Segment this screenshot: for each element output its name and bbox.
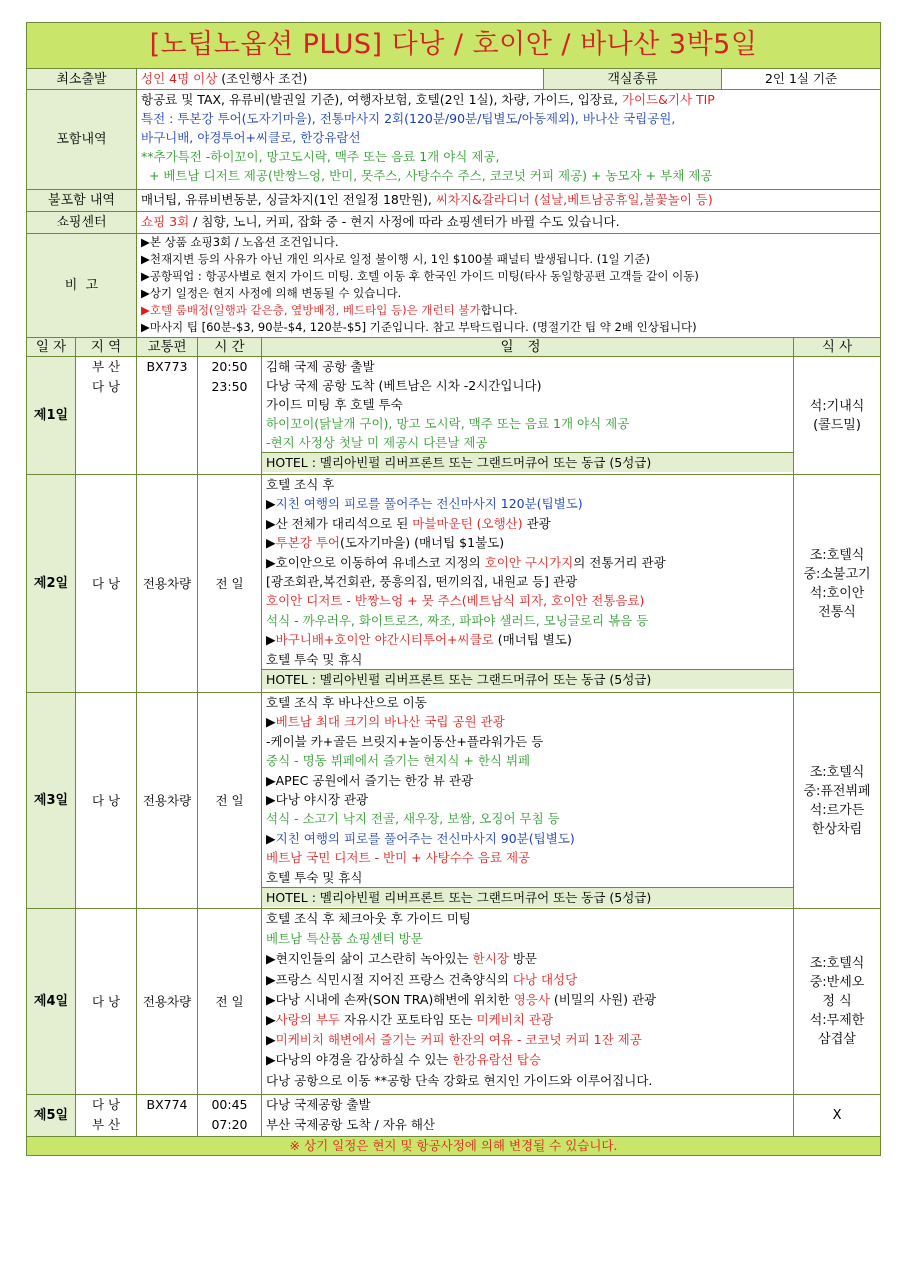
schedule-line: ▶호이안으로 이동하여 유네스코 지정의 호이안 구시가지의 전통거리 관광 xyxy=(266,554,666,570)
time-cell xyxy=(198,357,262,475)
remark-4: ▶상기 일정은 현지 사정에 의해 변동될 수 있습니다. xyxy=(141,286,402,300)
schedule-line: 호텔 조식 후 체크아웃 후 가이드 미팅 xyxy=(266,911,471,926)
time-cell: 전 일 xyxy=(198,909,262,1095)
schedule-cell xyxy=(262,1095,794,1137)
schedule-line: 베트남 국민 디저트 - 반미 + 사탕수수 음료 제공 xyxy=(266,850,531,866)
schedule-line: 베트남 특산품 쇼핑센터 방문 xyxy=(266,931,423,947)
hotel-line: HOTEL : 멜리아빈펄 리버프론트 또는 그랜드머큐어 또는 동급 (5성급) xyxy=(262,452,793,472)
schedule-line: 부산 국제공항 도착 / 자유 해산 xyxy=(266,1117,435,1132)
region-cell: 다 낭 부 산 xyxy=(76,1095,137,1137)
time-arrive: 23:50 xyxy=(211,379,248,394)
day-row xyxy=(27,693,881,909)
schedule-line: ▶현지인들의 삶이 고스란히 녹아있는 한시장 방문 xyxy=(266,951,537,967)
included-benefits: 특전 : 투본강 투어(도자기마을), 전통마사지 2회(120분/90분/팁별도/아동제외), 바나산 국립공원, xyxy=(141,111,676,126)
region-cell: 다 낭 xyxy=(76,693,137,909)
time-cell: 전 일 xyxy=(198,693,262,909)
schedule-line: ▶프랑스 식민시절 지어진 프랑스 건축양식의 다낭 대성당 xyxy=(266,971,578,987)
transport-cell: 전용차량 xyxy=(137,693,198,909)
remarks-label: 비 고 xyxy=(27,234,137,338)
schedule-line: 김해 국제 공항 출발 xyxy=(266,359,375,374)
day-label: 제4일 xyxy=(27,909,76,1095)
schedule-line: ▶베트남 최대 크기의 바나산 국립 공원 관광 xyxy=(266,714,505,730)
col-header-schedule: 일정 xyxy=(262,338,794,357)
schedule-line: 다낭 국제공항 출발 xyxy=(266,1097,371,1112)
region-cell: 다 낭 xyxy=(76,475,137,693)
schedule-line: 다낭 공항으로 이동 **공항 단속 강화로 현지인 가이드와 이루어집니다. xyxy=(266,1072,653,1088)
flight-cell: BX774 xyxy=(137,1095,198,1137)
schedule-line: 중식 - 명동 뷔페에서 즐기는 현지식 + 한식 뷔페 xyxy=(266,753,531,769)
min-departure-highlight: 성인 4명 이상 xyxy=(141,71,218,86)
meal-line: 석:기내식 xyxy=(809,398,865,414)
schedule-line: ▶사랑의 부두 자유시간 포토타임 또는 미케비치 관광 xyxy=(266,1012,554,1028)
col-header-transport: 교통편 xyxy=(137,338,198,357)
schedule-line: ▶지친 여행의 피로를 풀어주는 전신마사지 90분(팁별도) xyxy=(266,830,575,846)
schedule-line: 석식 - 소고기 낙지 전골, 새우장, 보쌈, 오징어 무침 등 xyxy=(266,811,560,827)
shopping-content xyxy=(137,212,881,234)
schedule-line: 석식 - 까우러우, 화이트로즈, 짜조, 파파야 샐러드, 모닝글로리 볶음 등 xyxy=(266,612,649,628)
included-content xyxy=(137,90,881,190)
schedule-line: ▶미케비치 해변에서 즐기는 커피 한잔의 여유 - 코코넛 커피 1잔 제공 xyxy=(266,1032,642,1048)
meal-line: (콜드밀) xyxy=(813,417,861,433)
day-row xyxy=(27,909,881,1095)
time-depart: 20:50 xyxy=(211,359,248,374)
footer-note: ※ 상기 일정은 현지 및 항공사정에 의해 변경될 수 있습니다. xyxy=(27,1137,881,1156)
hotel-line: HOTEL : 멜리아빈펄 리버프론트 또는 그랜드머큐어 또는 동급 (5성급) xyxy=(262,669,793,689)
meal-cell: 조:호텔식 중:퓨전뷔페 석:르가든 한상차림 xyxy=(794,693,881,909)
itinerary-sheet xyxy=(26,22,880,1156)
remark-5-highlight: 개런티 불가 xyxy=(421,303,481,317)
remark-5-end: 합니다. xyxy=(480,303,518,317)
schedule-cell xyxy=(262,357,794,475)
day-label: 제2일 xyxy=(27,475,76,693)
meal-cell xyxy=(794,357,881,475)
remark-5 xyxy=(141,302,876,319)
col-header-region: 지 역 xyxy=(76,338,137,357)
excluded-label: 불포함 내역 xyxy=(27,190,137,212)
schedule-line: ▶투본강 투어(도자기마을) (매너팁 $1불도) xyxy=(266,535,505,551)
included-label: 포함내역 xyxy=(27,90,137,190)
min-departure-value xyxy=(137,69,544,90)
remark-1: ▶본 상품 쇼핑3회 / 노옵션 조건입니다. xyxy=(141,235,339,249)
hotel-line: HOTEL : 멜리아빈펄 리버프론트 또는 그랜드머큐어 또는 동급 (5성급) xyxy=(262,887,793,907)
excluded-text: 매너팁, 유류비변동분, 싱글차지(1인 전일정 18만원), xyxy=(141,192,436,207)
transport-cell: 전용차량 xyxy=(137,909,198,1095)
col-header-day: 일 자 xyxy=(27,338,76,357)
time-cell: 전 일 xyxy=(198,475,262,693)
schedule-line: -현지 사정상 첫날 미 제공시 다른날 제공 xyxy=(266,435,488,450)
meal-cell: 조:호텔식 중:소불고기 석:호이안 전통식 xyxy=(794,475,881,693)
col-header-meal: 식 사 xyxy=(794,338,881,357)
page-title: [노팁노옵션 PLUS] 다낭 / 호이안 / 바나산 3박5일 xyxy=(27,23,881,69)
col-header-time: 시 간 xyxy=(198,338,262,357)
meal-cell: X xyxy=(794,1095,881,1137)
region-from: 부 산 xyxy=(91,359,121,374)
shopping-count: 쇼핑 3회 xyxy=(141,214,190,229)
day-label: 제1일 xyxy=(27,357,76,475)
remark-2: ▶천재지변 등의 사유가 아닌 개인 의사로 일정 불이행 시, 1인 $100불 패널티 발생됩니다. (1일 기준) xyxy=(141,252,651,266)
region-cell xyxy=(76,357,137,475)
excluded-content xyxy=(137,190,881,212)
schedule-line: 호텔 투숙 및 휴식 xyxy=(266,651,363,667)
flight-cell: BX773 xyxy=(137,357,198,475)
remark-3: ▶공항픽업 : 항공사별로 현지 가이드 미팅. 호텔 이동 후 한국인 가이드 미팅(타사 동일항공편 고객들 같이 이동) xyxy=(141,269,699,283)
excluded-surcharge: 씨차지&갈라디너 (설날,베트남공휴일,불꽃놀이 등) xyxy=(435,192,713,207)
schedule-line: 호텔 조식 후 xyxy=(266,477,335,492)
schedule-line: 호텔 투숙 및 휴식 xyxy=(266,869,363,885)
schedule-line: ▶다낭 시내에 손짜(SON TRA)해변에 위치한 영응사 (비밀의 사원) 관광 xyxy=(266,991,657,1007)
remark-6: ▶마사지 팁 [60분-$3, 90분-$4, 120분-$5] 기준입니다. 참고 부탁드립니다. (명절기간 팁 약 2배 인상됩니다) xyxy=(141,320,697,334)
included-extra-2: + 베트남 디저트 제공(반짱느엉, 반미, 못주스, 사탕수수 주스, 코코넛 커피 제공) + 농모자 + 부채 제공 xyxy=(141,168,713,183)
day-row xyxy=(27,357,881,475)
schedule-line: ▶다낭 야시장 관광 xyxy=(266,792,369,808)
schedule-line: ▶지친 여행의 피로를 풀어주는 전신마사지 120분(팁별도) xyxy=(266,496,583,512)
schedule-line: 가이드 미팅 후 호텔 투숙 xyxy=(266,397,403,412)
time-cell: 00:45 07:20 xyxy=(198,1095,262,1137)
day-label: 제5일 xyxy=(27,1095,76,1137)
schedule-cell xyxy=(262,693,794,909)
transport-cell: 전용차량 xyxy=(137,475,198,693)
included-extra-1: **추가특전 -하이꼬이, 망고도시락, 맥주 또는 음료 1개 야식 제공, xyxy=(141,149,500,164)
schedule-line: ▶산 전체가 대리석으로 된 마블마운틴 (오행산) 관광 xyxy=(266,515,551,531)
room-type-value: 2인 1실 기준 xyxy=(722,69,881,90)
day-row xyxy=(27,1095,881,1137)
schedule-line: 다낭 국제 공항 도착 (베트남은 시차 -2시간입니다) xyxy=(266,378,542,393)
region-to: 다 낭 xyxy=(91,379,121,394)
schedule-line: ▶다낭의 야경을 감상하실 수 있는 한강유람선 탑승 xyxy=(266,1052,541,1068)
included-tip-highlight: 가이드&기사 TIP xyxy=(621,92,715,107)
remark-5-text: ▶호텔 룸배정(일행과 같은층, 옆방배정, 베드타입 등)은 xyxy=(141,303,422,317)
schedule-cell xyxy=(262,909,794,1095)
included-benefits-2: 바구니배, 야경투어+씨클로, 한강유람선 xyxy=(141,130,361,145)
day-row xyxy=(27,475,881,693)
schedule-line: ▶바구니배+호이안 야간시티투어+씨클로 (매너팁 별도) xyxy=(266,632,572,648)
day-label: 제3일 xyxy=(27,693,76,909)
schedule-line: 호텔 조식 후 바나산으로 이동 xyxy=(266,695,427,710)
schedule-line: -케이블 카+골든 브릿지+놀이동산+플라워가든 등 xyxy=(266,733,544,749)
itinerary-table xyxy=(26,22,881,1156)
schedule-line: 하이꼬이(닭날개 구이), 망고 도시락, 맥주 또는 음료 1개 야식 제공 xyxy=(266,416,630,431)
included-line-1: 항공료 및 TAX, 유류비(발권일 기준), 여행자보험, 호텔(2인 1실), 차량, 가이드, 입장료, xyxy=(141,92,622,107)
schedule-line: ▶APEC 공원에서 즐기는 한강 뷰 관광 xyxy=(266,772,474,788)
shopping-text: / 침향, 노니, 커피, 잡화 중 - 현지 사정에 따라 쇼핑센터가 바뀔 수도 있습니다. xyxy=(189,214,620,229)
schedule-line: [광조회관,복건회관, 풍흥의집, 떤끼의집, 내원교 등] 관광 xyxy=(266,574,578,590)
min-departure-label: 최소출발 xyxy=(27,69,137,90)
shopping-label: 쇼핑센터 xyxy=(27,212,137,234)
region-cell: 다 낭 xyxy=(76,909,137,1095)
min-departure-condition: (조인행사 조건) xyxy=(217,71,308,86)
schedule-line: 호이안 디저트 - 반짱느엉 + 못 주스(베트남식 피자, 호이안 전통음료) xyxy=(266,593,645,609)
schedule-cell xyxy=(262,475,794,693)
meal-cell: 조:호텔식 중:반세오 정 식 석:무제한 삼겹살 xyxy=(794,909,881,1095)
room-type-label: 객실종류 xyxy=(544,69,722,90)
remarks-content xyxy=(137,234,881,338)
